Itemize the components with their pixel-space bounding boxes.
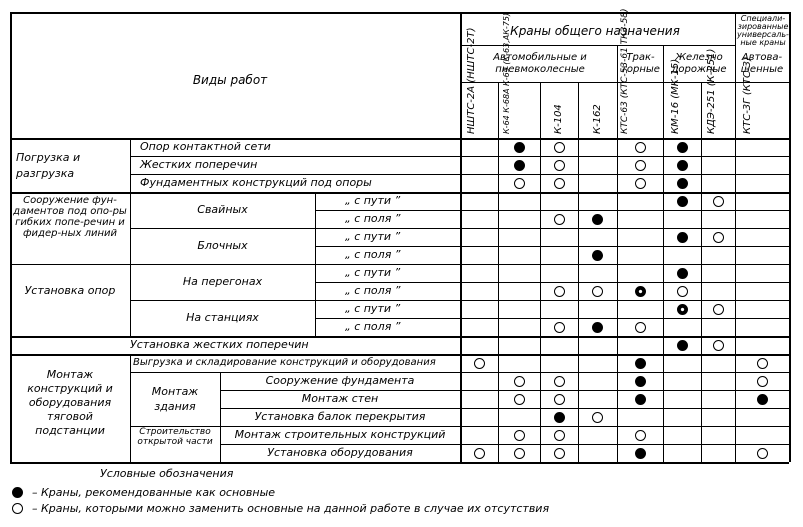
primary-crane-marker <box>635 376 646 387</box>
row-label: Опор контактной сети <box>140 140 271 153</box>
primary-crane-marker <box>677 196 688 207</box>
alt-crane-marker <box>554 430 565 441</box>
auto-pneumatic-header: Автомобильные и пневмоколесные <box>493 52 587 75</box>
crane-name: НШТС-2А (НШТС-2Т) <box>466 27 477 134</box>
primary-crane-marker <box>635 358 646 369</box>
row-label: Фундаментных конструкций под опоры <box>140 176 372 189</box>
alt-crane-marker <box>554 214 565 225</box>
railway-header: Железно дорожные <box>671 52 727 75</box>
mixed-crane-marker <box>635 286 646 297</box>
crane-name: К-162 <box>592 104 603 134</box>
primary-crane-marker <box>677 232 688 243</box>
row-label: Установка оборудования <box>267 446 413 459</box>
building-label: Монтаж здания <box>151 385 199 413</box>
alt-crane-marker <box>554 376 565 387</box>
crane-name: КТС-63 (КТС-53-61 ТКЗ-58) <box>620 8 630 134</box>
alt-crane-marker <box>554 286 565 297</box>
primary-crane-marker <box>635 394 646 405</box>
alt-crane-marker <box>592 286 603 297</box>
block-label: Блочных <box>197 239 248 252</box>
row-label: Сооружение фундамента <box>265 374 415 387</box>
crane-name: К-104 <box>553 104 564 134</box>
sub-label: „ с пути ” <box>345 266 401 279</box>
foundations-group-label: Сооружение фун-даментов под опо-ры гибких попе-речин и фидер-ных линий <box>13 195 127 239</box>
auto-special-header: Автова-шенные <box>740 52 784 75</box>
sub-label: „ с поля ” <box>345 248 401 261</box>
primary-crane-marker <box>592 322 603 333</box>
crane-name: К-64 К-68А К-69 (К-63,АК-75) <box>502 12 511 134</box>
alt-crane-marker <box>635 178 646 189</box>
hauls-label: На перегонах <box>182 275 263 288</box>
alt-crane-marker <box>554 448 565 459</box>
alt-crane-marker <box>514 178 525 189</box>
sub-label: „ с поля ” <box>345 320 401 333</box>
alt-crane-marker <box>757 358 768 369</box>
loading-group-label: Погрузка и разгрузка <box>16 151 81 180</box>
alt-crane-marker <box>713 232 724 243</box>
row-label: Жестких поперечин <box>140 158 258 171</box>
alt-crane-marker <box>474 448 485 459</box>
general-cranes-header: Краны общего назначения <box>510 24 680 38</box>
assembly-group-label: Монтаж конструкций и оборудования тяговой подстанции <box>27 368 113 437</box>
sub-label: „ с пути ” <box>345 194 401 207</box>
alt-crane-marker <box>592 412 603 423</box>
primary-crane-marker <box>677 160 688 171</box>
alt-crane-marker <box>554 322 565 333</box>
sub-label: „ с пути ” <box>345 302 401 315</box>
primary-crane-marker <box>677 340 688 351</box>
alt-crane-marker <box>514 394 525 405</box>
crane-name: КТС-3Г (КТС-3) <box>742 57 753 134</box>
alt-crane-marker <box>677 286 688 297</box>
row-label: Монтаж строительных конструкций <box>234 428 446 441</box>
legend-title: Условные обозначения <box>100 467 234 480</box>
primary-crane-marker <box>757 394 768 405</box>
open-part-label: Строительство открытой части <box>137 427 213 447</box>
primary-crane-marker <box>514 142 525 153</box>
supports-group-label: Установка опор <box>24 284 116 297</box>
legend-alt-marker <box>12 503 23 514</box>
alt-crane-marker <box>635 160 646 171</box>
alt-crane-marker <box>713 196 724 207</box>
alt-crane-marker <box>713 304 724 315</box>
alt-crane-marker <box>635 142 646 153</box>
sub-label: „ с поля ” <box>345 212 401 225</box>
alt-crane-marker <box>554 394 565 405</box>
row-label: Установка балок перекрытия <box>254 410 426 423</box>
legend-alt-text: – Краны, которыми можно заменить основные на данной работе в случае их отсутствия <box>32 502 550 515</box>
primary-crane-marker <box>514 160 525 171</box>
alt-crane-marker <box>757 376 768 387</box>
primary-crane-marker <box>677 178 688 189</box>
alt-crane-marker <box>635 322 646 333</box>
special-cranes-header: Специали-зированные универсаль-ные краны <box>737 14 789 47</box>
alt-crane-marker <box>554 160 565 171</box>
primary-crane-marker <box>554 412 565 423</box>
alt-crane-marker <box>635 430 646 441</box>
sub-label: „ с поля ” <box>345 284 401 297</box>
alt-crane-marker <box>514 448 525 459</box>
primary-crane-marker <box>677 268 688 279</box>
alt-crane-marker <box>554 178 565 189</box>
primary-crane-marker <box>592 214 603 225</box>
unloading-label: Выгрузка и складирование конструкций и оборудования <box>133 357 436 368</box>
tractor-header: Трак-торные <box>621 52 660 75</box>
work-types-header: Виды работ <box>192 73 268 87</box>
legend-primary-text: – Краны, рекомендованные как основные <box>32 486 276 499</box>
alt-crane-marker <box>514 430 525 441</box>
alt-crane-marker <box>554 142 565 153</box>
sub-label: „ с пути ” <box>345 230 401 243</box>
legend-primary-marker <box>12 487 23 498</box>
crane-name: КМ-16 (МК-15) <box>670 58 681 134</box>
alt-crane-marker <box>514 376 525 387</box>
alt-crane-marker <box>713 340 724 351</box>
alt-crane-marker <box>757 448 768 459</box>
primary-crane-marker <box>635 448 646 459</box>
alt-crane-marker <box>474 358 485 369</box>
stations-label: На станциях <box>186 311 259 324</box>
row-label: Монтаж стен <box>301 392 379 405</box>
crane-name: КДЭ-251 (К-251) <box>706 48 717 134</box>
primary-crane-marker <box>592 250 603 261</box>
primary-crane-marker <box>677 142 688 153</box>
pile-label: Свайных <box>197 203 248 216</box>
rigid-crossbars-label: Установка жестких поперечин <box>130 338 309 351</box>
mixed-crane-marker <box>677 304 688 315</box>
